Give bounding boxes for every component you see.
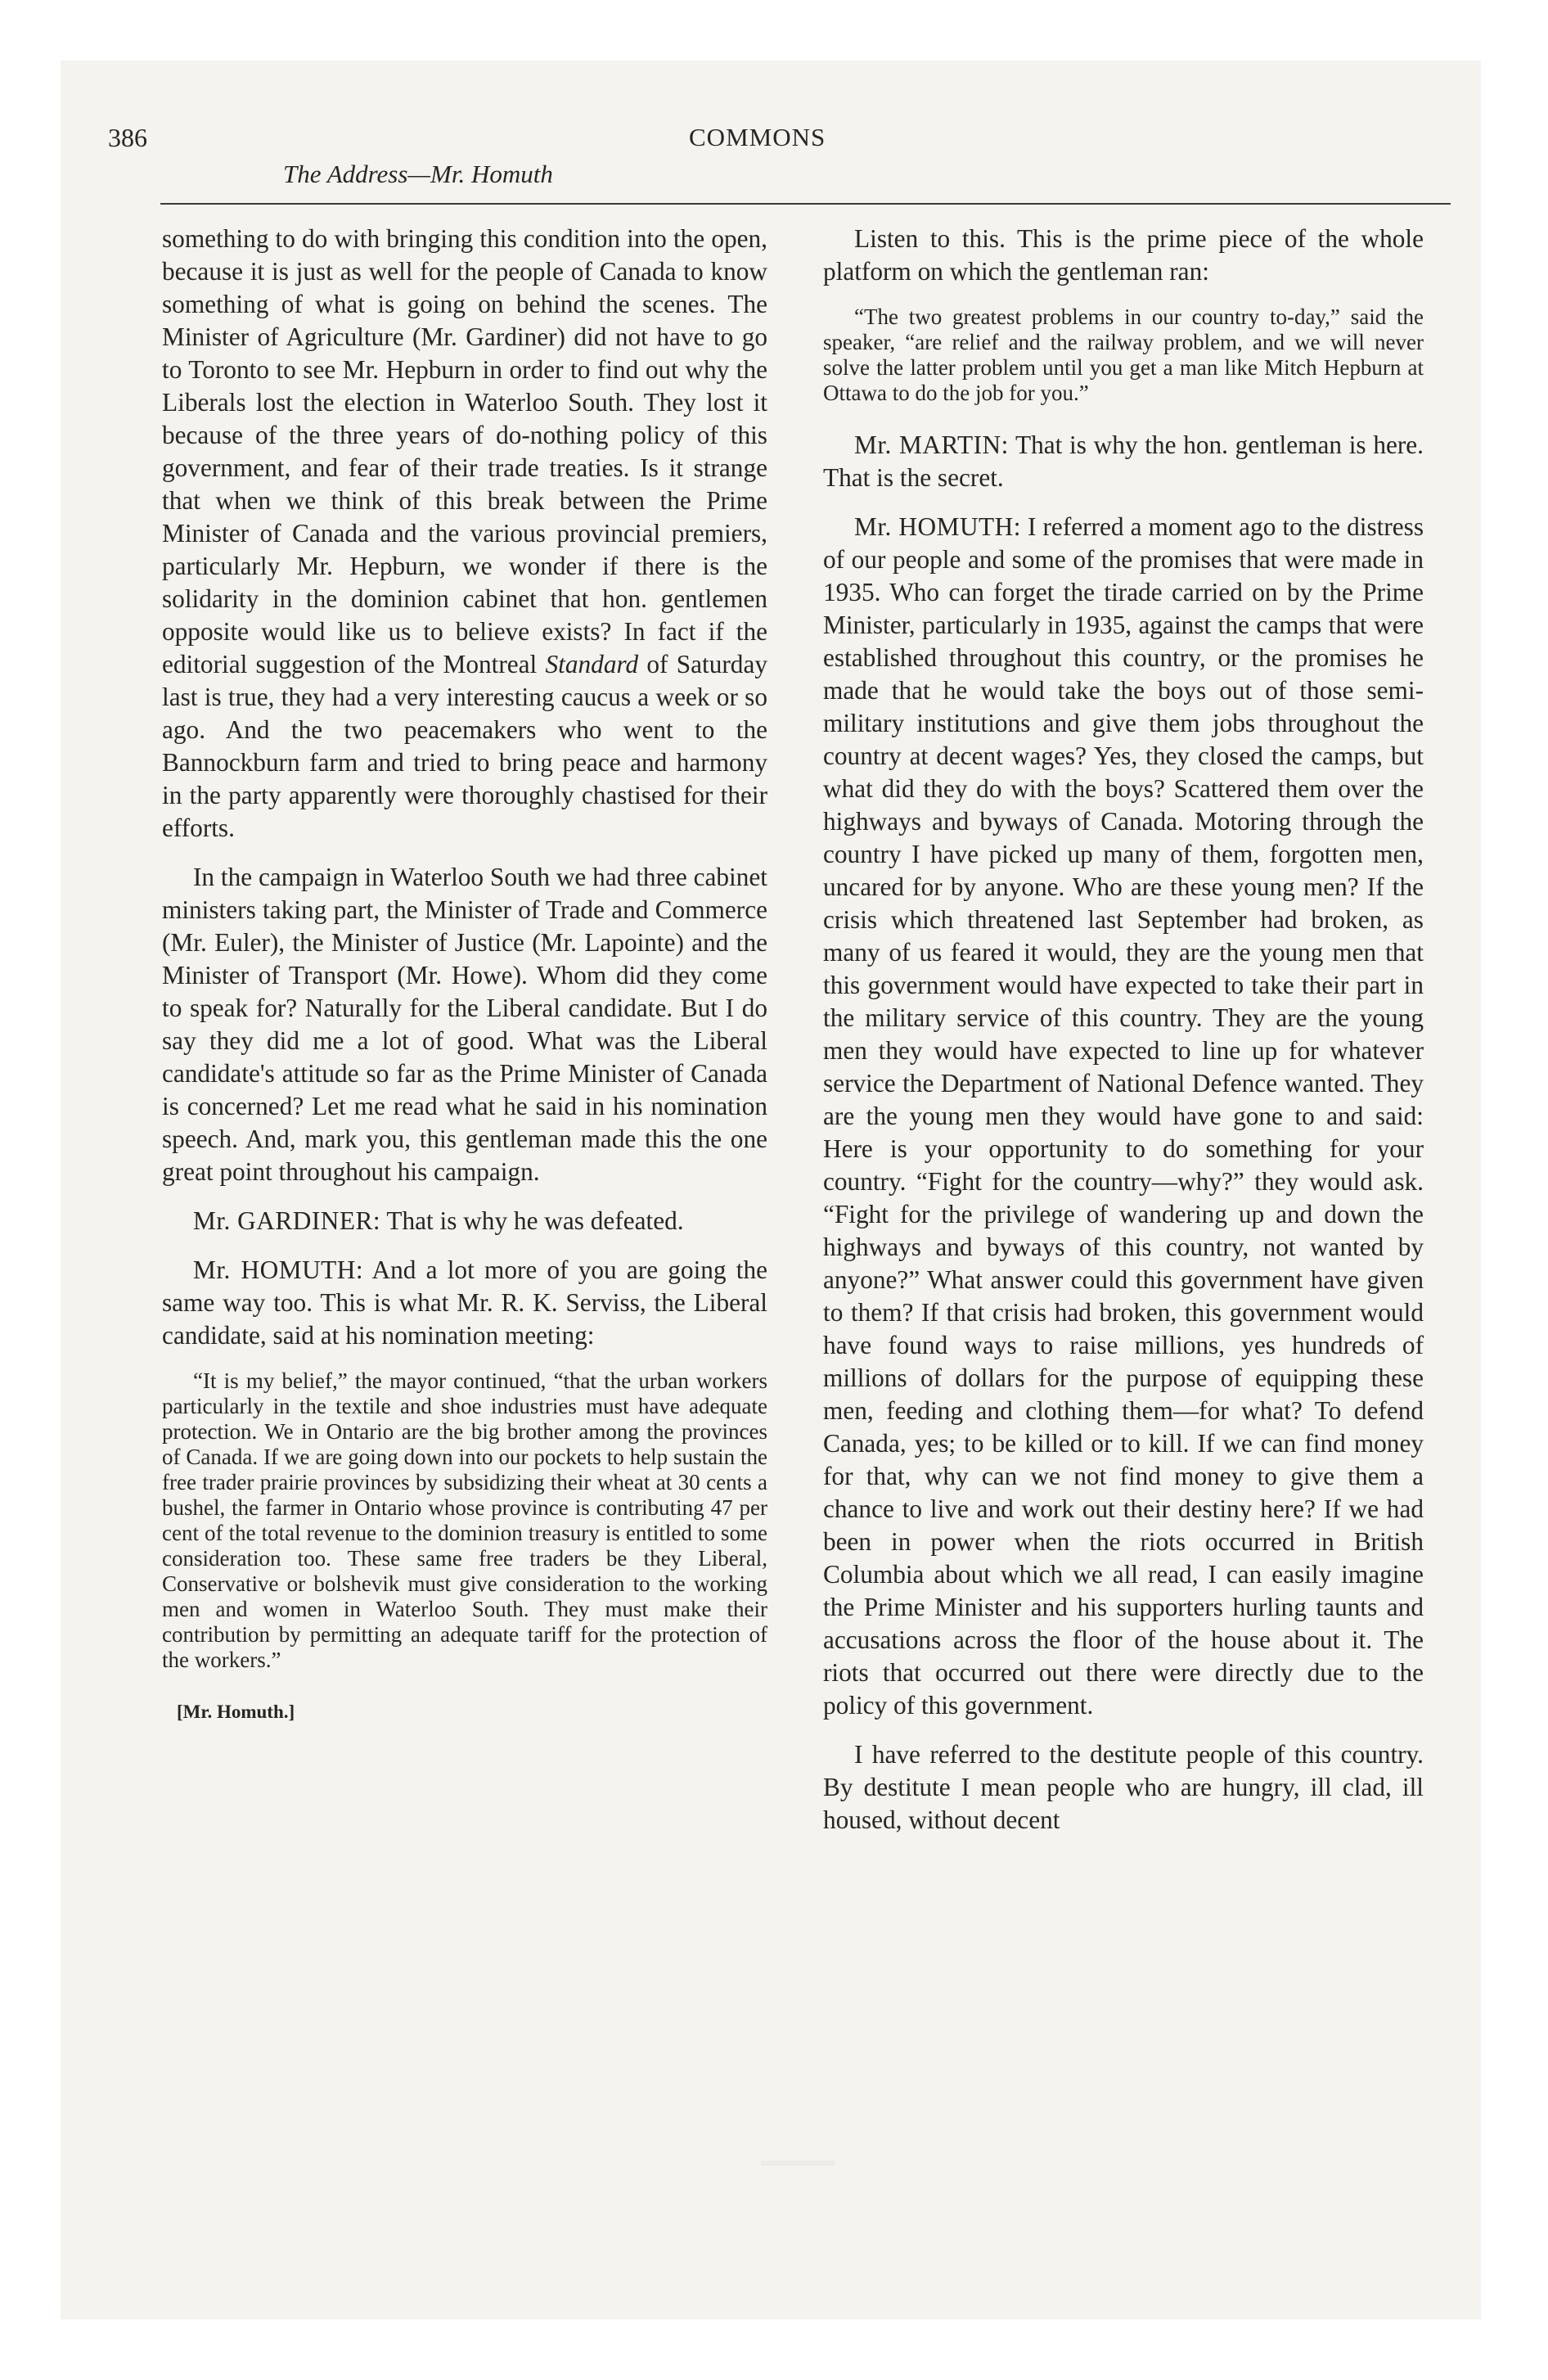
paragraph: Mr. HOMUTH: I referred a moment ago to the distress of our people and some of the promises that were made in 1935. Who can forget the tirade carried on by the Prime Minister, particularly in 1935, against the camps that were established throughout this country, or the promises he made that he would take the boys out of those semi-military institutions and give them jobs throughout the country at decent wages? Yes, they closed the camps, but what did they do with the boys? Scattered them over the highways and byways of Canada. Motoring through the country I have picked up many of them, forgotten men, uncared for by anyone. Who are these young men? If the crisis which threatened last September had broken, as many of us feared it would, they are the young men that this government would have expected to take their part in the military service of this country. They are the young men they would have expected to line up for whatever service the Department of National Defence wanted. They are the young men they would have gone to and said: Here is your opportunity to do something for your country. “Fight for the country—why?” they would ask. “Fight for the privilege of wandering up and down the highways and byways of this country, not wanted by anyone?” What answer could this government have given to them? If that crisis had broken, this government would have found ways to raise millions, yes hundreds of millions of dollars for the purpose of equipping these men, feeding and clothing them—for what? To defend Canada, yes; to be killed or to kill. If we can find money for that, why can we not find money to give them a chance to live and work out their destiny here? If we had been in power when the riots occurred in British Columbia about which we all read, I can easily imagine the Prime Minister and his supporters hurling taunts and accusations across the floor of the house about it. The riots that occurred out there were directly due to the policy of this government. xyxy=(823,512,1424,1720)
newspaper-title: Standard xyxy=(545,650,639,678)
speaker-name: Mr. HOMUTH: xyxy=(193,1255,364,1284)
speaker-name: Mr. GARDINER: xyxy=(193,1206,381,1235)
paragraph: Mr. MARTIN: That is why the hon. gentleman is here. That is the secret. xyxy=(823,430,1424,492)
paragraph: Mr. GARDINER: That is why he was defeated. xyxy=(193,1206,684,1235)
speaker-name: Mr. MARTIN: xyxy=(854,430,1009,459)
paragraph: I have referred to the destitute people of this country. By destitute I mean people who are hungry, ill clad, ill housed, without decent xyxy=(823,1740,1424,1834)
left-column xyxy=(162,223,767,1745)
header-rule xyxy=(160,203,1451,205)
page-smudge xyxy=(761,2161,835,2166)
paragraph: something to do with bringing this condition into the open, because it is just as well for the people of Canada to know something of what is going on behind the scenes. The Minister of Agriculture (Mr. Gardiner) did not have to go to Toronto to see Mr. Hepburn in order to find out why the Liberals lost the election in Waterloo South. They lost it because of the three years of do-nothing policy of this government, and fear of their trade treaties. Is it strange that when we think of this break between the Prime Minister of Canada and the various provincial premiers, particularly Mr. Hepburn, we wonder if there is the solidarity in the dominion cabinet that hon. gentlemen opposite would like us to believe exists? In fact if the editorial suggestion of the Montreal Standard of Saturday last is true, they had a very interesting caucus a week or so ago. And the two peacemakers who went to the Bannockburn farm and tried to bring peace and harmony in the party apparently were thoroughly chastised for their efforts. xyxy=(162,224,767,842)
block-quote: “The two greatest problems in our country to-day,” said the speaker, “are relief and the railway problem, and we will never solve the latter problem until you get a man like Mitch Hepburn at Ottawa to do the job for you.” xyxy=(823,304,1424,405)
section-title: COMMONS xyxy=(689,123,826,151)
paragraph: Mr. HOMUTH: And a lot more of you are going the same way too. This is what Mr. R. K. Serviss, the Liberal candidate, said at his nomination meeting: xyxy=(162,1255,767,1350)
paragraph: Listen to this. This is the prime piece of the whole platform on which the gentleman ran: xyxy=(823,224,1424,286)
speaker-signature: [Mr. Homuth.] xyxy=(177,1702,295,1722)
speaker-name: Mr. HOMUTH: xyxy=(854,512,1021,541)
page-number: 386 xyxy=(108,123,147,152)
block-quote: “It is my belief,” the mayor continued, “that the urban workers particularly in the textile and shoe industries must have adequate protection. We in Ontario are the big brother among the provinces of Canada. If we are going down into our pockets to help sustain the free trader prairie provinces by subsidizing their wheat at 30 cents a bushel, the farmer in Ontario whose province is contributing 47 per cent of the total revenue to the dominion treasury is entitled to some consideration too. These same free traders be they Liberal, Conservative or bolshevik must give consideration to the working men and women in Waterloo South. They must make their contribution by permitting an adequate tariff for the protection of the workers.” xyxy=(162,1368,767,1672)
running-head: The Address—Mr. Homuth xyxy=(283,160,553,188)
right-column xyxy=(823,223,1424,1853)
paragraph: In the campaign in Waterloo South we had three cabinet ministers taking part, the Minister of Trade and Commerce (Mr. Euler), the Minister of Justice (Mr. Lapointe) and the Minister of Transport (Mr. Howe). Whom did they come to speak for? Naturally for the Liberal candidate. But I do say they did me a lot of good. What was the Liberal candidate's attitude so far as the Prime Minister of Canada is concerned? Let me read what he said in his nomination speech. And, mark you, this gentleman made this the one great point throughout his campaign. xyxy=(162,863,767,1186)
